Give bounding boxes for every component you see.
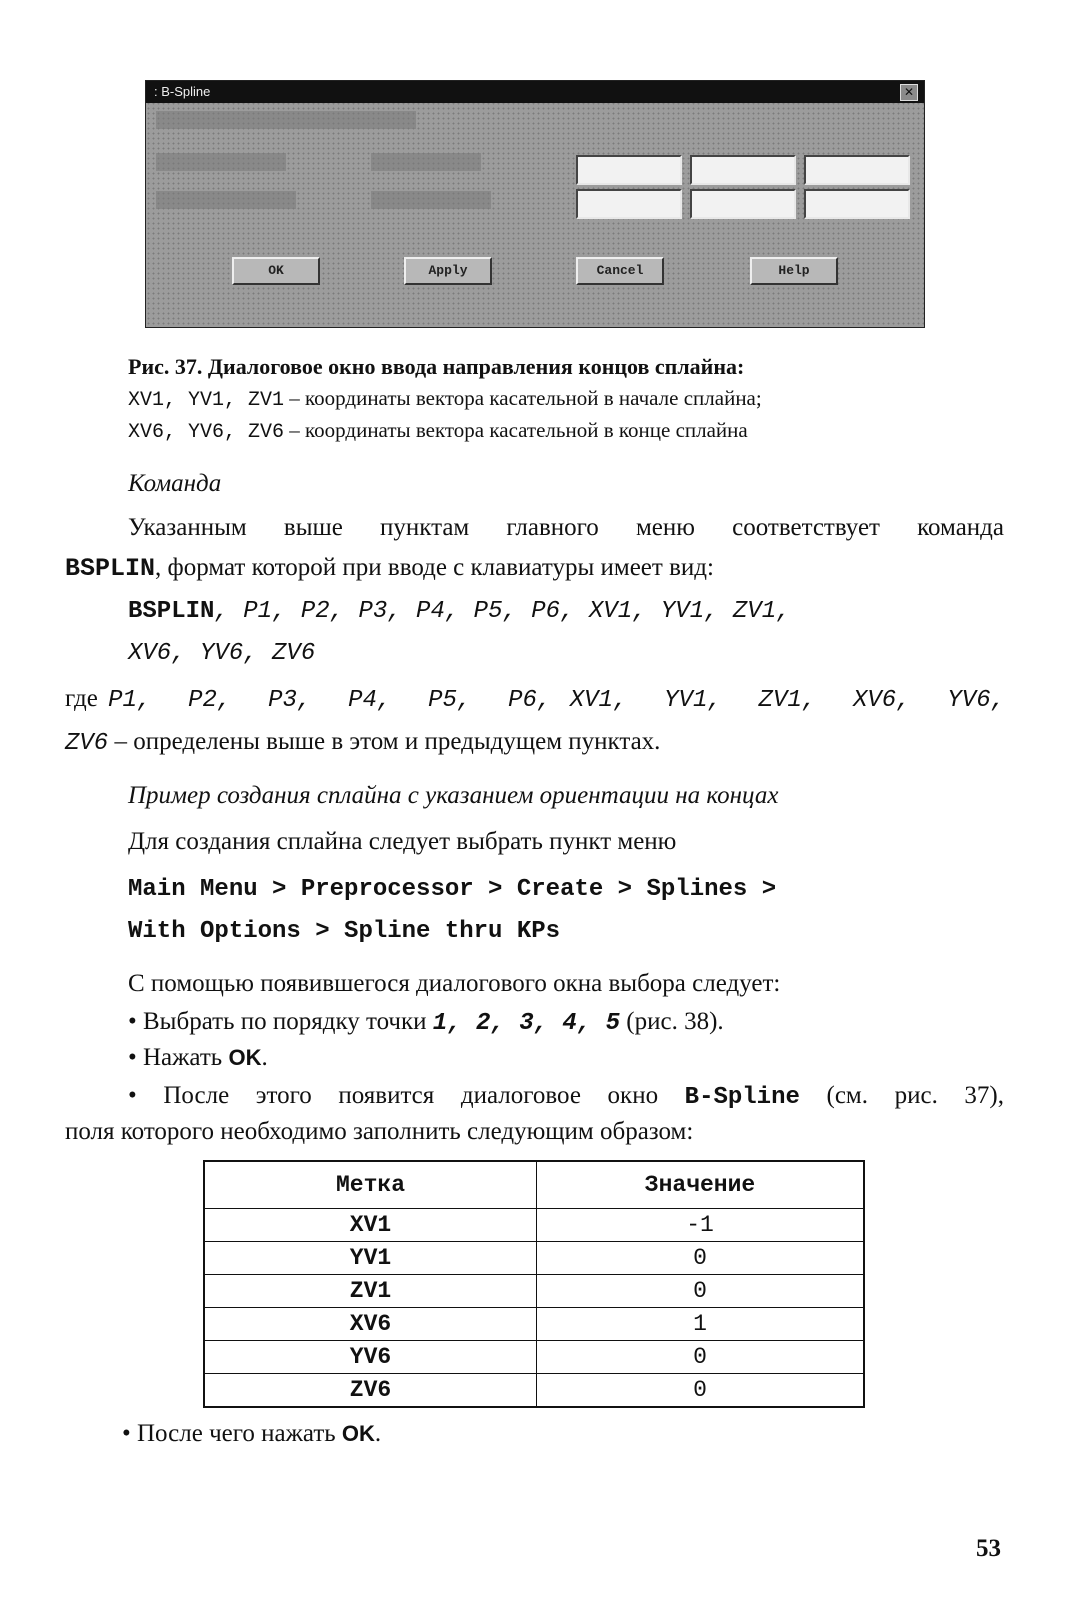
cancel-button[interactable]: Cancel: [576, 257, 664, 285]
label-cell: XV6: [204, 1308, 537, 1341]
page-number: 53: [976, 1535, 1001, 1562]
bullet-text: • После чего нажать: [122, 1420, 342, 1447]
paragraph-text: где: [65, 685, 109, 712]
command-syntax-line: [128, 596, 791, 625]
value-cell: 0: [537, 1374, 865, 1408]
paragraph-line: С помощью появившегося диалогового окна выбора следует:: [128, 970, 781, 997]
dialog-label-blur: [371, 153, 481, 171]
value-cell: -1: [537, 1209, 865, 1242]
value-cell: 1: [537, 1308, 865, 1341]
dialog-name: B-Spline: [684, 1084, 800, 1111]
paragraph-text: – определены выше в этом и предыдущем пунктах.: [108, 728, 661, 755]
table-row: [204, 1209, 864, 1242]
paragraph-line: [65, 728, 660, 757]
command-args: , P1, P2, P3, P4, P5, P6, XV1, YV1, ZV1,: [214, 598, 791, 625]
figure-caption-line: [128, 418, 748, 444]
dialog-label-blur: [156, 153, 286, 171]
bullet-text: (см. рис. 37),: [799, 1082, 1004, 1109]
dialog-titlebar: [146, 81, 924, 103]
value-cell: 0: [537, 1341, 865, 1374]
section-heading: Пример создания сплайна с указанием ориентации на концах: [128, 782, 779, 809]
zv6-field[interactable]: [804, 189, 910, 219]
table-row: [204, 1374, 864, 1408]
menu-path: Main Menu > Preprocessor > Create > Splines >: [128, 876, 777, 903]
label-cell: ZV6: [204, 1374, 537, 1408]
xv1-field[interactable]: [576, 155, 682, 185]
paragraph-line: поля которого необходимо заполнить следующим образом:: [65, 1118, 694, 1145]
command-args: XV6, YV6, ZV6: [128, 640, 316, 667]
caption-vars: XV6, YV6, ZV6: [128, 421, 285, 444]
xv6-field[interactable]: [576, 189, 682, 219]
yv6-field[interactable]: [690, 189, 796, 219]
bullet-item: [128, 1044, 268, 1072]
bullet-item: [122, 1420, 381, 1448]
label-cell: XV1: [204, 1209, 537, 1242]
help-button[interactable]: Help: [750, 257, 838, 285]
caption-text: – координаты вектора касательной в начале сплайна;: [284, 386, 762, 410]
ok-button[interactable]: OK: [232, 257, 320, 285]
bullet-text: • Нажать: [128, 1044, 229, 1071]
label-cell: YV1: [204, 1242, 537, 1275]
table-row: [204, 1275, 864, 1308]
table-row: [204, 1341, 864, 1374]
bullet-text: • После этого появится диалоговое окно: [128, 1082, 685, 1109]
yv1-field[interactable]: [690, 155, 796, 185]
table-row: [204, 1308, 864, 1341]
bullet-item: [128, 1082, 1004, 1111]
column-header: Значение: [537, 1161, 865, 1209]
figure-caption-line: [128, 386, 762, 412]
bullet-text: • Выбрать по порядку точки: [128, 1008, 433, 1035]
paragraph-text: , формат которой при вводе с клавиатуры имеет вид:: [155, 554, 714, 581]
table-row: [204, 1242, 864, 1275]
close-icon[interactable]: ✕: [900, 84, 918, 101]
caption-text: – координаты вектора касательной в конце сплайна: [284, 418, 748, 442]
dialog-label-blur: [156, 191, 296, 209]
command-name: BSPLIN: [128, 598, 215, 625]
caption-vars: XV1, YV1, ZV1: [128, 389, 285, 412]
zv1-field[interactable]: [804, 155, 910, 185]
ok-label: OK: [228, 1045, 262, 1070]
apply-button[interactable]: Apply: [404, 257, 492, 285]
ok-label: OK: [341, 1421, 375, 1446]
bullet-text: .: [261, 1044, 268, 1071]
variable-list: P1, P2, P3, P4, P5, P6, XV1, YV1, ZV1, XV6, YV6,: [108, 687, 1005, 714]
value-cell: 0: [537, 1242, 865, 1275]
dialog-label-blur: [371, 191, 491, 209]
label-cell: YV6: [204, 1341, 537, 1374]
menu-path: With Options > Spline thru KPs: [128, 918, 561, 945]
paragraph-line: [65, 685, 1005, 714]
dialog-label-blur: [156, 111, 416, 129]
paragraph-line: Указанным выше пунктам главного меню соответствует команда: [128, 514, 1004, 541]
bullet-item: [128, 1008, 724, 1037]
point-list: 1, 2, 3, 4, 5: [432, 1010, 621, 1037]
bullet-text: .: [374, 1420, 382, 1447]
section-heading: Команда: [128, 470, 222, 497]
column-header: Метка: [204, 1161, 537, 1209]
b-spline-dialog-image: [145, 80, 925, 328]
values-table: [203, 1160, 865, 1408]
paragraph-line: Для создания сплайна следует выбрать пункт меню: [128, 828, 677, 855]
label-cell: ZV1: [204, 1275, 537, 1308]
variable-name: ZV6: [65, 730, 109, 757]
figure-caption-title: Рис. 37. Диалоговое окно ввода направления концов сплайна:: [128, 354, 745, 379]
table-header-row: [204, 1161, 864, 1209]
value-cell: 0: [537, 1275, 865, 1308]
command-syntax-line: [128, 638, 315, 667]
paragraph-line: [65, 554, 714, 583]
dialog-title: : B-Spline: [154, 84, 211, 99]
bullet-text: (рис. 38).: [620, 1008, 724, 1035]
command-name: BSPLIN: [65, 554, 156, 583]
